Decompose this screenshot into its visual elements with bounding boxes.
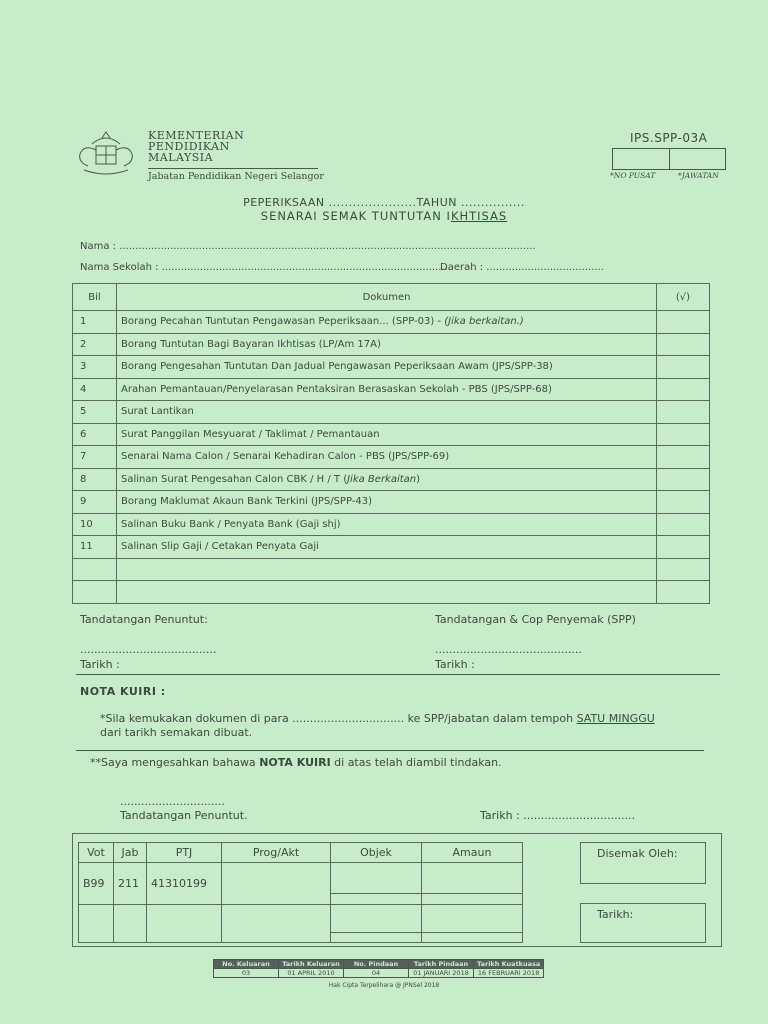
row-check-cell[interactable] [657,333,710,356]
revision-header-row [214,960,544,969]
table-row [73,536,710,559]
disemak-oleh-box[interactable] [580,842,706,884]
row-doc [117,468,657,491]
table-row [73,581,710,604]
vot-value: B99 [79,863,114,905]
vot-value-row [79,863,523,905]
header-check: (√) [657,284,710,311]
table-row [73,401,710,424]
row-bil: 7 [73,446,117,469]
row-check-cell[interactable] [657,558,710,581]
jata-negara-crest-icon [72,130,140,182]
jawatan-label: *JAWATAN [678,171,719,180]
nota-kuiri-emphasis: NOTA KUIRI [259,756,331,769]
row-bil: 1 [73,311,117,334]
row-doc-text: Borang Pecahan Tuntutan Pengawasan Peperiksaan... (SPP-03) - [121,316,445,328]
vot-empty-row [79,905,523,943]
nota-tarikh: Tarikh : ................................ [480,809,636,822]
nota-signature-label: Tandatangan Penuntut. [120,809,248,822]
nama-field: Nama : ................................................................................................................................... [80,241,536,252]
revision-value: 01 APRIL 2010 [279,969,344,978]
satu-minggu-emphasis: SATU MINGGU [576,712,655,725]
exam-title: PEPERIKSAAN ......................TAHUN ................ [243,196,525,209]
vot-empty-cell[interactable] [114,905,147,943]
table-header-row [73,284,710,311]
revision-value: 03 [214,969,279,978]
nota-line1-continued: dari tarikh semakan dibuat. [100,726,253,739]
penuntut-signature-label: Tandatangan Penuntut: [80,613,208,626]
table-row [73,558,710,581]
checklist-title-prefix: SENARAI SEMAK TUNTUTAN I [260,209,451,223]
revision-value: 16 FEBRUARI 2018 [474,969,544,978]
vot-header-row [79,843,523,863]
ministry-name [148,130,244,163]
code-box [612,148,726,170]
ministry-line: MALAYSIA [148,151,214,164]
table-row [73,311,710,334]
revision-table [213,959,544,978]
vot-value: 41310199 [147,863,222,905]
row-bil: 2 [73,333,117,356]
row-doc: Senarai Nama Calon / Senarai Kehadiran Calon - PBS (JPS/SPP-69) [117,446,657,469]
revision-header: Tarikh Kuatkuasa [474,960,544,969]
header-dokumen: Dokumen [117,284,657,311]
row-doc: Surat Panggilan Mesyuarat / Taklimat / Pemantauan [117,423,657,446]
penuntut-signature-line[interactable]: ....................................... [80,643,217,656]
row-bil: 11 [73,536,117,559]
prog-akt-cell[interactable] [222,863,331,905]
row-check-cell[interactable] [657,468,710,491]
vot-header: Amaun [422,843,523,863]
nota-line2 [90,756,502,769]
table-row [73,356,710,379]
section-divider [76,674,720,675]
row-doc-note: (Jika berkaitan.) [444,316,524,328]
vot-header: Jab [114,843,147,863]
row-doc: Salinan Slip Gaji / Cetakan Penyata Gaji [117,536,657,559]
objek-cell[interactable] [331,905,422,943]
daerah-field: Daerah : ..................................... [440,262,604,273]
nota-divider [76,750,704,751]
header-bil: Bil [73,284,117,311]
row-check-cell[interactable] [657,423,710,446]
revision-header: No. Keluaran [214,960,279,969]
revision-value-row [214,969,544,978]
no-pusat-label: *NO PUSAT [610,171,656,180]
no-pusat-box [613,149,670,169]
row-bil: 3 [73,356,117,379]
tarikh-box[interactable] [580,903,706,943]
nota-line1-text: *Sila kemukakan dokumen di para ................................ ke SPP/jabatan dalam tempoh [100,712,577,725]
row-doc: Borang Tuntutan Bagi Bayaran Ikhtisas (LP/Am 17A) [117,333,657,356]
document-checklist-table [72,283,710,604]
department-name: Jabatan Pendidikan Negeri Selangor [148,168,318,182]
row-check-cell[interactable] [657,378,710,401]
amaun-cell[interactable] [422,863,523,905]
row-check-cell[interactable] [657,513,710,536]
row-bil: 8 [73,468,117,491]
row-check-cell[interactable] [657,581,710,604]
row-doc: Borang Maklumat Akaun Bank Terkini (JPS/SPP-43) [117,491,657,514]
row-check-cell[interactable] [657,311,710,334]
row-doc [117,311,657,334]
penyemak-signature-line[interactable]: .......................................... [435,643,582,656]
row-doc: Borang Pengesahan Tuntutan Dan Jadual Pengawasan Peperiksaan Awam (JPS/SPP-38) [117,356,657,379]
ministry-line: PENDIDIKAN [148,140,230,153]
table-row [73,468,710,491]
row-bil: 10 [73,513,117,536]
vot-header: Vot [79,843,114,863]
copyright-notice: Hak Cipta Terpelihara @ JPNSel 2018 [328,982,440,989]
checklist-title-underlined: KHTISAS [450,209,508,223]
table-row [73,513,710,536]
row-doc: Surat Lantikan [117,401,657,424]
row-bil [73,581,117,604]
vot-empty-cell[interactable] [147,905,222,943]
ministry-line: KEMENTERIAN [148,129,245,142]
row-doc-note: Jika Berkaitan [347,473,417,485]
nota-line1 [100,712,655,725]
checklist-title [0,209,768,223]
row-check-cell[interactable] [657,446,710,469]
revision-header: No. Pindaan [344,960,409,969]
table-row [73,378,710,401]
tarikh-box-label: Tarikh: [597,908,634,921]
sekolah-field: Nama Sekolah : ........................................................................................... [80,262,451,273]
nota-line2-suffix: di atas telah diambil tindakan. [330,756,502,769]
row-doc-after: ) [416,473,421,485]
nota-kuiri-title: NOTA KUIRI : [80,685,166,698]
row-bil [73,558,117,581]
table-row [73,446,710,469]
revision-header: Tarikh Pindaan [409,960,474,969]
row-doc-text: Salinan Surat Pengesahan Calon CBK / H / T ( [121,473,348,485]
revision-header: Tarikh Keluaran [279,960,344,969]
table-row [73,491,710,514]
table-row [73,423,710,446]
vot-empty-cell[interactable] [79,905,114,943]
vot-header: Prog/Akt [222,843,331,863]
vot-empty-cell[interactable] [222,905,331,943]
row-doc: Arahan Pemantauan/Penyelarasan Pentaksiran Berasaskan Sekolah - PBS (JPS/SPP-68) [117,378,657,401]
jawatan-box [670,149,726,169]
vot-value: 211 [114,863,147,905]
row-check-cell[interactable] [657,536,710,559]
penyemak-tarikh-label: Tarikh : [435,658,475,671]
vot-header: Objek [331,843,422,863]
revision-value: 01 JANUARI 2018 [409,969,474,978]
row-bil: 5 [73,401,117,424]
vot-table [78,842,523,943]
row-check-cell[interactable] [657,401,710,424]
row-doc [117,558,657,581]
nota-signature-line[interactable]: .............................. [120,795,225,808]
form-code: IPS.SPP-03A [630,131,708,145]
objek-cell[interactable] [331,863,422,905]
row-bil: 9 [73,491,117,514]
row-check-cell[interactable] [657,356,710,379]
row-doc [117,581,657,604]
table-row [73,333,710,356]
revision-value: 04 [344,969,409,978]
row-bil: 6 [73,423,117,446]
vot-header: PTJ [147,843,222,863]
nota-line2-prefix: **Saya mengesahkan bahawa [90,756,260,769]
amaun-cell[interactable] [422,905,523,943]
penuntut-tarikh-label: Tarikh : [80,658,120,671]
disemak-oleh-label: Disemak Oleh: [597,847,678,860]
row-doc: Salinan Buku Bank / Penyata Bank (Gaji shj) [117,513,657,536]
penyemak-signature-label: Tandatangan & Cop Penyemak (SPP) [435,613,636,626]
row-bil: 4 [73,378,117,401]
row-check-cell[interactable] [657,491,710,514]
